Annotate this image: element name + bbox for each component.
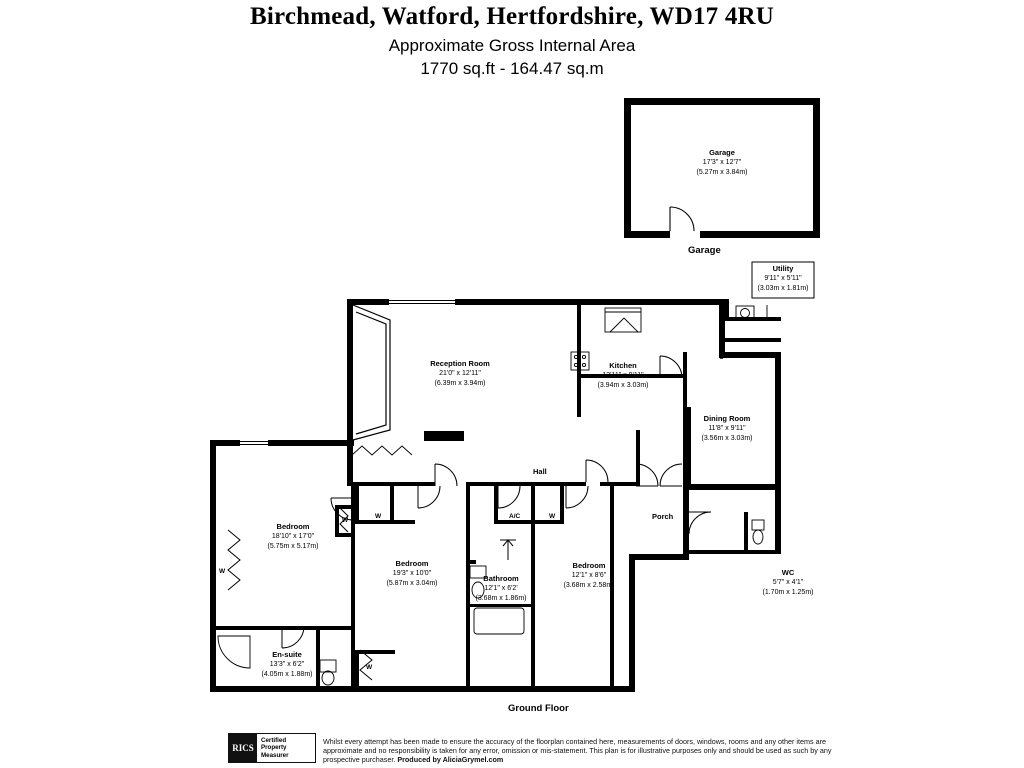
- fireplace: [424, 431, 464, 441]
- page-title: Birchmead, Watford, Hertfordshire, WD17 4RU: [249, 3, 775, 30]
- room-name: WC: [781, 568, 795, 577]
- room-dim-m: (3.68m x 2.58m): [563, 581, 615, 589]
- label-hall: Hall: [533, 467, 547, 476]
- room-label-bedroom-2: [357, 559, 467, 588]
- room-dim-m: (3.68m x 1.86m): [475, 594, 527, 602]
- room-dim-ft: 18'10" x 17'0": [271, 533, 315, 540]
- disclaimer-text: Whilst every attempt has been made to ensure the accuracy of the floorplan contained here, measurements of doors, windows, rooms and any other items are approximate and no responsibility is taken for any error, omission or mis-statement. This plan is for illustrative purposes only and should be used as such by any prospective purchaser.: [323, 737, 832, 765]
- room-name: Kitchen: [609, 361, 637, 370]
- garage-floor-label: Garage: [688, 245, 721, 256]
- room-dim-ft: 17'3" x 12'7": [702, 159, 742, 166]
- room-dim-ft: 11'8" x 9'11": [708, 425, 746, 432]
- reception-hatch: [352, 446, 412, 455]
- room-dim-m: (3.56m x 3.03m): [701, 434, 753, 442]
- room-dim-ft: 21'0" x 12'11": [439, 370, 481, 377]
- room-label-bedroom-3: [535, 561, 643, 590]
- room-label-ensuite: [232, 650, 342, 679]
- room-name: Bathroom: [483, 574, 519, 583]
- rics-badge-line-1: Certified: [261, 736, 287, 744]
- room-name: Bedroom: [395, 559, 429, 568]
- room-label-reception: [392, 359, 528, 388]
- room-name: Bedroom: [276, 522, 310, 531]
- room-dim-m: (3.94m x 3.03m): [597, 381, 649, 389]
- room-label-kitchen: [566, 361, 680, 390]
- room-name: Reception Room: [430, 359, 490, 368]
- ground-floor-label: Ground Floor: [508, 703, 569, 714]
- room-dim-ft: 12'11" x 9'11": [602, 372, 644, 379]
- room-dim-m: (6.39m x 3.94m): [434, 379, 486, 387]
- rics-certified-badge: [228, 733, 316, 763]
- room-label-dining: [672, 414, 782, 443]
- room-name: En-suite: [272, 650, 302, 659]
- room-dim-m: (5.27m x 3.84m): [696, 168, 748, 176]
- label-wardrobe-1: W: [342, 517, 349, 524]
- room-dim-ft: 19'3" x 10'0": [392, 570, 432, 577]
- room-label-garage: [648, 148, 796, 177]
- room-label-wc: [733, 568, 843, 597]
- rics-badge-line-2: Property: [261, 744, 287, 752]
- room-dim-m: (4.05m x 1.88m): [261, 670, 313, 678]
- rics-logo-icon: RICS: [229, 734, 257, 762]
- reception-bay: [353, 305, 390, 440]
- room-label-bathroom: [453, 574, 549, 603]
- hall-openings: [500, 540, 516, 560]
- room-name: Utility: [772, 264, 794, 273]
- label-ac-cupboard: A/C: [509, 513, 521, 520]
- label-porch: Porch: [652, 512, 674, 521]
- room-dim-ft: 12'1" x 8'6": [571, 572, 607, 579]
- room-dim-m: (5.87m x 3.04m): [386, 579, 438, 587]
- label-wardrobe-3: W: [549, 513, 556, 520]
- wc-fittings: [752, 520, 764, 544]
- room-label-utility: [728, 264, 838, 293]
- producer-credit: Produced by AliciaGrymel.com: [397, 755, 504, 765]
- room-name: Bedroom: [572, 561, 606, 570]
- room-dim-m: (3.03m x 1.81m): [757, 284, 809, 292]
- label-cupboard: C: [719, 354, 724, 361]
- room-dim-ft: 9'11" x 5'11": [764, 275, 802, 282]
- rics-badge-line-3: Measurer: [261, 751, 289, 759]
- footer-disclaimer: [323, 737, 839, 765]
- title-subtitle-size: 1770 sq.ft - 164.47 sq.m: [420, 59, 604, 78]
- title-subtitle-area: Approximate Gross Internal Area: [388, 36, 636, 55]
- label-wardrobe-4: W: [219, 568, 226, 575]
- room-label-bedroom-1: [238, 522, 348, 551]
- room-dim-m: (1.70m x 1.25m): [762, 588, 814, 596]
- rics-badge-text: [257, 737, 289, 760]
- room-dim-ft: 5'7" x 4'1": [772, 579, 804, 586]
- room-name: Dining Room: [703, 414, 751, 423]
- label-wardrobe-2: W: [375, 513, 382, 520]
- label-wardrobe-5: W: [366, 664, 373, 671]
- room-dim-ft: 13'3" x 6'2": [269, 661, 305, 668]
- garage-door-swing: [670, 207, 694, 231]
- room-name: Garage: [709, 148, 735, 157]
- room-dim-m: (5.75m x 5.17m): [267, 542, 319, 550]
- room-dim-ft: 12'1" x 6'2': [484, 585, 518, 592]
